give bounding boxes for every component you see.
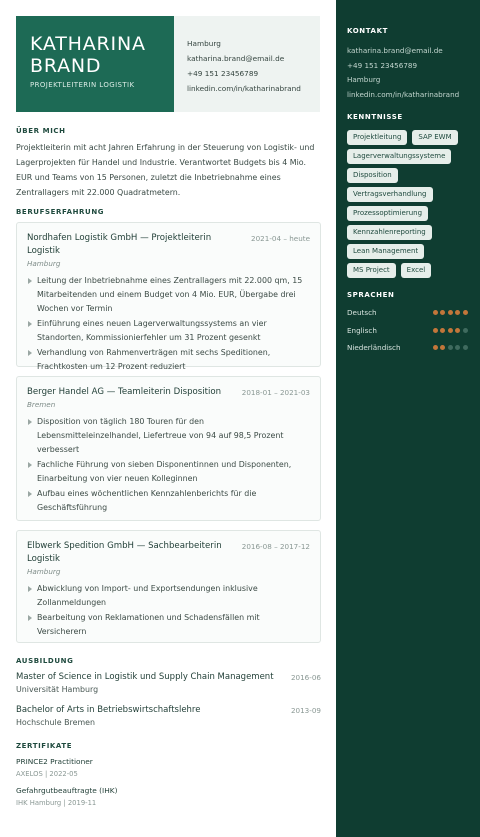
level-dot-filled bbox=[463, 310, 468, 315]
job-bullet: Disposition von täglich 180 Touren für den Lebensmitteleinzelhandel, Liefertreue von 94 auf 98,5 Prozent verbessert bbox=[27, 415, 310, 458]
name-banner bbox=[16, 16, 174, 112]
language-name: Englisch bbox=[347, 325, 377, 335]
job-card bbox=[16, 376, 321, 521]
job-location: Hamburg bbox=[27, 259, 61, 268]
skill-chip: Kennzahlenreporting bbox=[347, 225, 432, 240]
level-dot-empty bbox=[463, 345, 468, 350]
skills-heading: KENNTNISSE bbox=[347, 113, 403, 121]
job-bullet: Bearbeitung von Reklamationen und Schadensfällen mit Versicherern bbox=[27, 611, 310, 639]
job-bullet: Fachliche Führung von sieben Disponentinnen und Disponenten, Einarbeitung von vier neuen Kolleginnen bbox=[27, 458, 310, 486]
job-bullets bbox=[27, 582, 310, 639]
skill-chip: Lagerverwaltungssysteme bbox=[347, 149, 451, 164]
job-bullet: Einführung eines neuen Lagerverwaltungssystems an vier Standorten, Kommissionierfehler um 31 Prozent gesenkt bbox=[27, 317, 310, 345]
level-dot-filled bbox=[448, 310, 453, 315]
level-dot-filled bbox=[455, 310, 460, 315]
languages-list bbox=[347, 304, 470, 357]
about-text: Projektleiterin mit acht Jahren Erfahrung in der Steuerung von Logistik- und Lagerprojekten für Handel und Industrie. Verantwortet Budgets bis 4 Mio. EUR und Teams von 15 Personen, zuletzt die Inbetriebnahme eines Zentrallagers mit 22.000 Quadratmetern. bbox=[16, 143, 315, 197]
language-level-dots bbox=[433, 310, 468, 315]
certificate-title: PRINCE2 Practitioner bbox=[16, 757, 93, 766]
job-bullet: Verhandlung von Rahmenverträgen mit sechs Speditionen, Frachtkosten um 12 Prozent reduziert bbox=[27, 346, 310, 374]
skill-chip: SAP EWM bbox=[412, 130, 457, 145]
degree-title: Master of Science in Logistik und Supply Chain Management bbox=[16, 672, 274, 682]
degree-school: Hochschule Bremen bbox=[16, 718, 95, 727]
language-row bbox=[347, 304, 470, 322]
degree-date: 2016-06 bbox=[290, 673, 321, 682]
skill-chip: MS Project bbox=[347, 263, 396, 278]
skills-list bbox=[347, 130, 470, 278]
job-bullets bbox=[27, 415, 310, 516]
contact-email[interactable]: katharina.brand@email.de bbox=[347, 46, 443, 55]
job-title: Berger Handel AG — Teamleiterin Disposition bbox=[27, 387, 222, 397]
job-bullets bbox=[27, 274, 310, 375]
header-phone[interactable]: +49 151 23456789 bbox=[187, 69, 259, 78]
language-row bbox=[347, 322, 470, 340]
level-dot-filled bbox=[440, 345, 445, 350]
header-city: Hamburg bbox=[187, 39, 221, 48]
skill-chip: Disposition bbox=[347, 168, 398, 183]
job-bullet: Aufbau eines wöchentlichen Kennzahlenberichts für die Geschäftsführung bbox=[27, 487, 310, 515]
certificate-item bbox=[16, 756, 321, 780]
job-bullet: Leitung der Inbetriebnahme eines Zentrallagers mit 22.000 qm, 15 Mitarbeitenden und einem Budget von 4 Mio. EUR, Übergabe drei Wochen vor Termin bbox=[27, 274, 310, 317]
level-dot-filled bbox=[433, 310, 438, 315]
job-bullet: Abwicklung von Import- und Exportsendungen inklusive Zollanmeldungen bbox=[27, 582, 310, 610]
language-name: Deutsch bbox=[347, 308, 377, 318]
name-last: BRAND bbox=[30, 55, 102, 77]
job-date: 2021-04 – heute bbox=[251, 234, 310, 243]
level-dot-empty bbox=[455, 345, 460, 350]
contact-city: Hamburg bbox=[347, 75, 381, 84]
job-title: Nordhafen Logistik GmbH — Projektleiterin Logistik bbox=[27, 233, 212, 256]
about-heading: ÜBER MICH bbox=[16, 127, 66, 135]
header-linkedin[interactable]: linkedin.com/in/katharinabrand bbox=[187, 84, 301, 93]
language-row bbox=[347, 339, 470, 357]
education-item bbox=[16, 704, 321, 729]
job-role: PROJEKTLEITERIN LOGISTIK bbox=[30, 81, 135, 89]
job-location: Bremen bbox=[27, 400, 56, 409]
level-dot-filled bbox=[440, 310, 445, 315]
certificate-item bbox=[16, 785, 321, 809]
level-dot-filled bbox=[433, 345, 438, 350]
level-dot-filled bbox=[455, 328, 460, 333]
job-card bbox=[16, 530, 321, 643]
level-dot-filled bbox=[440, 328, 445, 333]
languages-heading: SPRACHEN bbox=[347, 291, 395, 299]
degree-school: Universität Hamburg bbox=[16, 685, 99, 694]
contact-phone[interactable]: +49 151 23456789 bbox=[347, 60, 418, 70]
header-contact-box bbox=[174, 16, 320, 112]
certificates-heading: ZERTIFIKATE bbox=[16, 742, 73, 750]
degree-date: 2013-09 bbox=[290, 706, 321, 715]
sidebar bbox=[336, 0, 480, 837]
job-card bbox=[16, 222, 321, 372]
skill-chip: Lean Management bbox=[347, 244, 424, 259]
certificate-meta: IHK Hamburg | 2019-11 bbox=[16, 799, 97, 807]
certificate-meta: AXELOS | 2022-05 bbox=[16, 770, 78, 778]
skill-chip: Projektleitung bbox=[347, 130, 407, 145]
language-level-dots bbox=[433, 328, 468, 333]
contact-heading: KONTAKT bbox=[347, 27, 388, 35]
education-item bbox=[16, 671, 321, 696]
level-dot-empty bbox=[448, 345, 453, 350]
language-level-dots bbox=[433, 345, 468, 350]
level-dot-filled bbox=[433, 328, 438, 333]
experience-heading: BERUFSERFAHRUNG bbox=[16, 208, 105, 216]
header-email[interactable]: katharina.brand@email.de bbox=[187, 54, 285, 63]
level-dot-empty bbox=[463, 328, 468, 333]
education-heading: AUSBILDUNG bbox=[16, 657, 74, 665]
name-first: KATHARINA bbox=[30, 33, 146, 55]
job-location: Hamburg bbox=[27, 567, 61, 576]
certificate-title: Gefahrgutbeauftragte (IHK) bbox=[16, 786, 118, 795]
language-name: Niederländisch bbox=[347, 343, 401, 353]
degree-title: Bachelor of Arts in Betriebswirtschaftslehre bbox=[16, 705, 201, 715]
job-date: 2018-01 – 2021-03 bbox=[241, 388, 310, 397]
contact-linkedin[interactable]: linkedin.com/in/katharinabrand bbox=[347, 89, 460, 99]
skill-chip: Excel bbox=[401, 263, 432, 278]
job-date: 2016-08 – 2017-12 bbox=[241, 542, 310, 551]
skill-chip: Vertragsverhandlung bbox=[347, 187, 433, 202]
level-dot-filled bbox=[448, 328, 453, 333]
skill-chip: Prozessoptimierung bbox=[347, 206, 428, 221]
job-title: Elbwerk Spedition GmbH — Sachbearbeiterin Logistik bbox=[27, 541, 222, 564]
